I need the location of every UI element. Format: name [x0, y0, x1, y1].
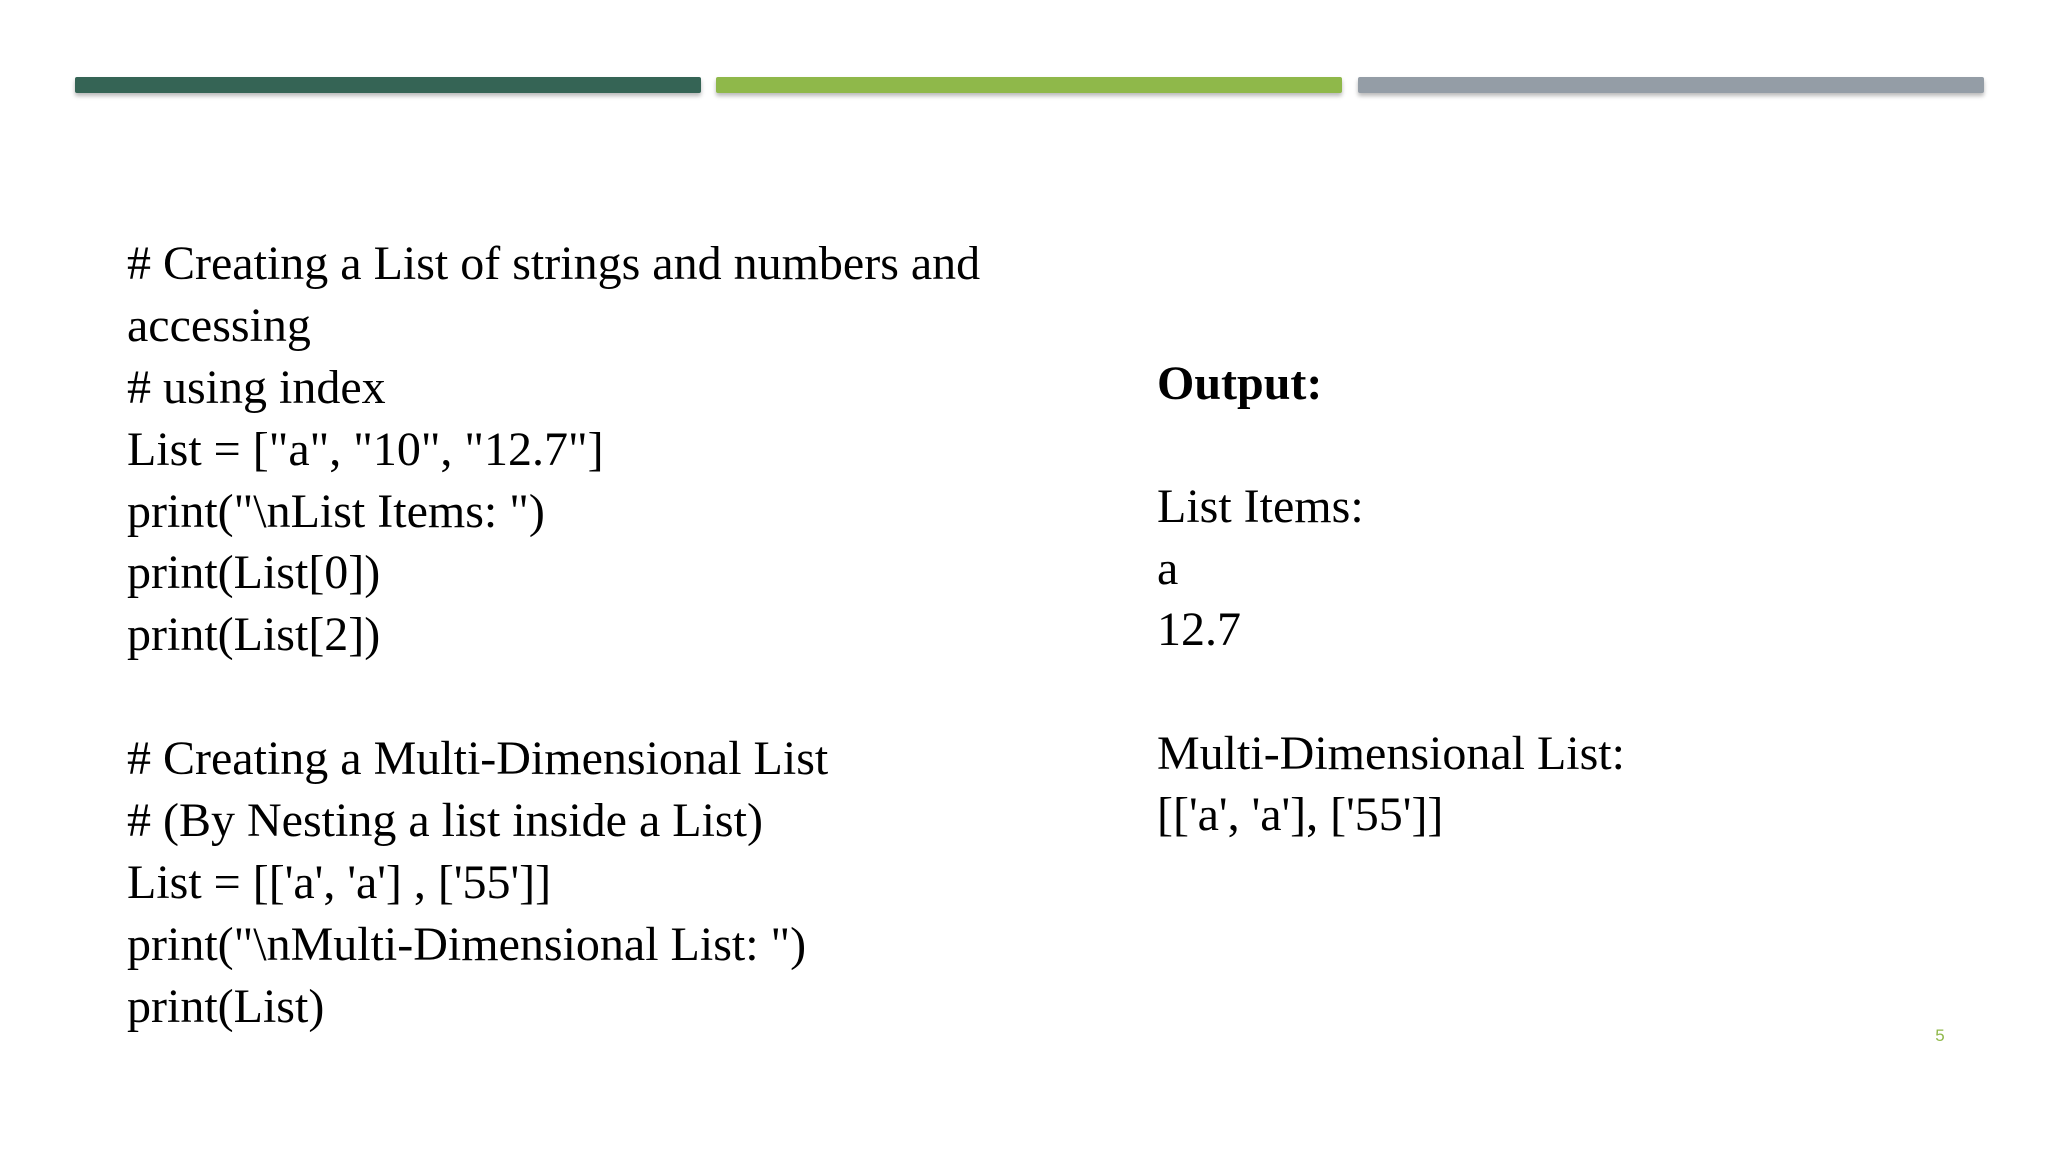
output-heading: Output:: [1157, 357, 1323, 410]
code-line: List = ["a", "10", "12.7"]: [127, 422, 604, 476]
output-line: [1157, 661, 1957, 723]
slide-number: 5: [1935, 1026, 1945, 1045]
code-line: [127, 666, 1107, 728]
accent-bar-dark-green: [75, 77, 701, 93]
output-line: List Items:: [1157, 480, 1364, 534]
code-text-block: [127, 233, 1107, 1038]
code-line: accessing: [127, 298, 311, 352]
output-line: [['a', 'a'], ['55']]: [1157, 788, 1444, 842]
accent-bar-gray: [1358, 77, 1984, 93]
code-line: print(List): [127, 979, 325, 1033]
code-line: print(List[0]): [127, 546, 381, 600]
output-text-block: [1157, 353, 1957, 846]
output-line: 12.7: [1157, 603, 1241, 657]
code-line: print("\nMulti-Dimensional List: "): [127, 917, 807, 971]
code-line: # Creating a Multi-Dimensional List: [127, 732, 829, 786]
accent-bar-light-green: [716, 77, 1342, 93]
code-line: # Creating a List of strings and numbers and: [127, 237, 981, 290]
code-line: # (By Nesting a list inside a List): [127, 794, 763, 848]
code-line: print("\nList Items: "): [127, 484, 545, 538]
code-line: # using index: [127, 360, 386, 414]
output-line: a: [1157, 541, 1179, 595]
output-line: Multi-Dimensional List:: [1157, 726, 1625, 780]
code-line: List = [['a', 'a'] , ['55']]: [127, 855, 552, 909]
code-line: print(List[2]): [127, 608, 381, 662]
output-line: [1157, 415, 1957, 477]
